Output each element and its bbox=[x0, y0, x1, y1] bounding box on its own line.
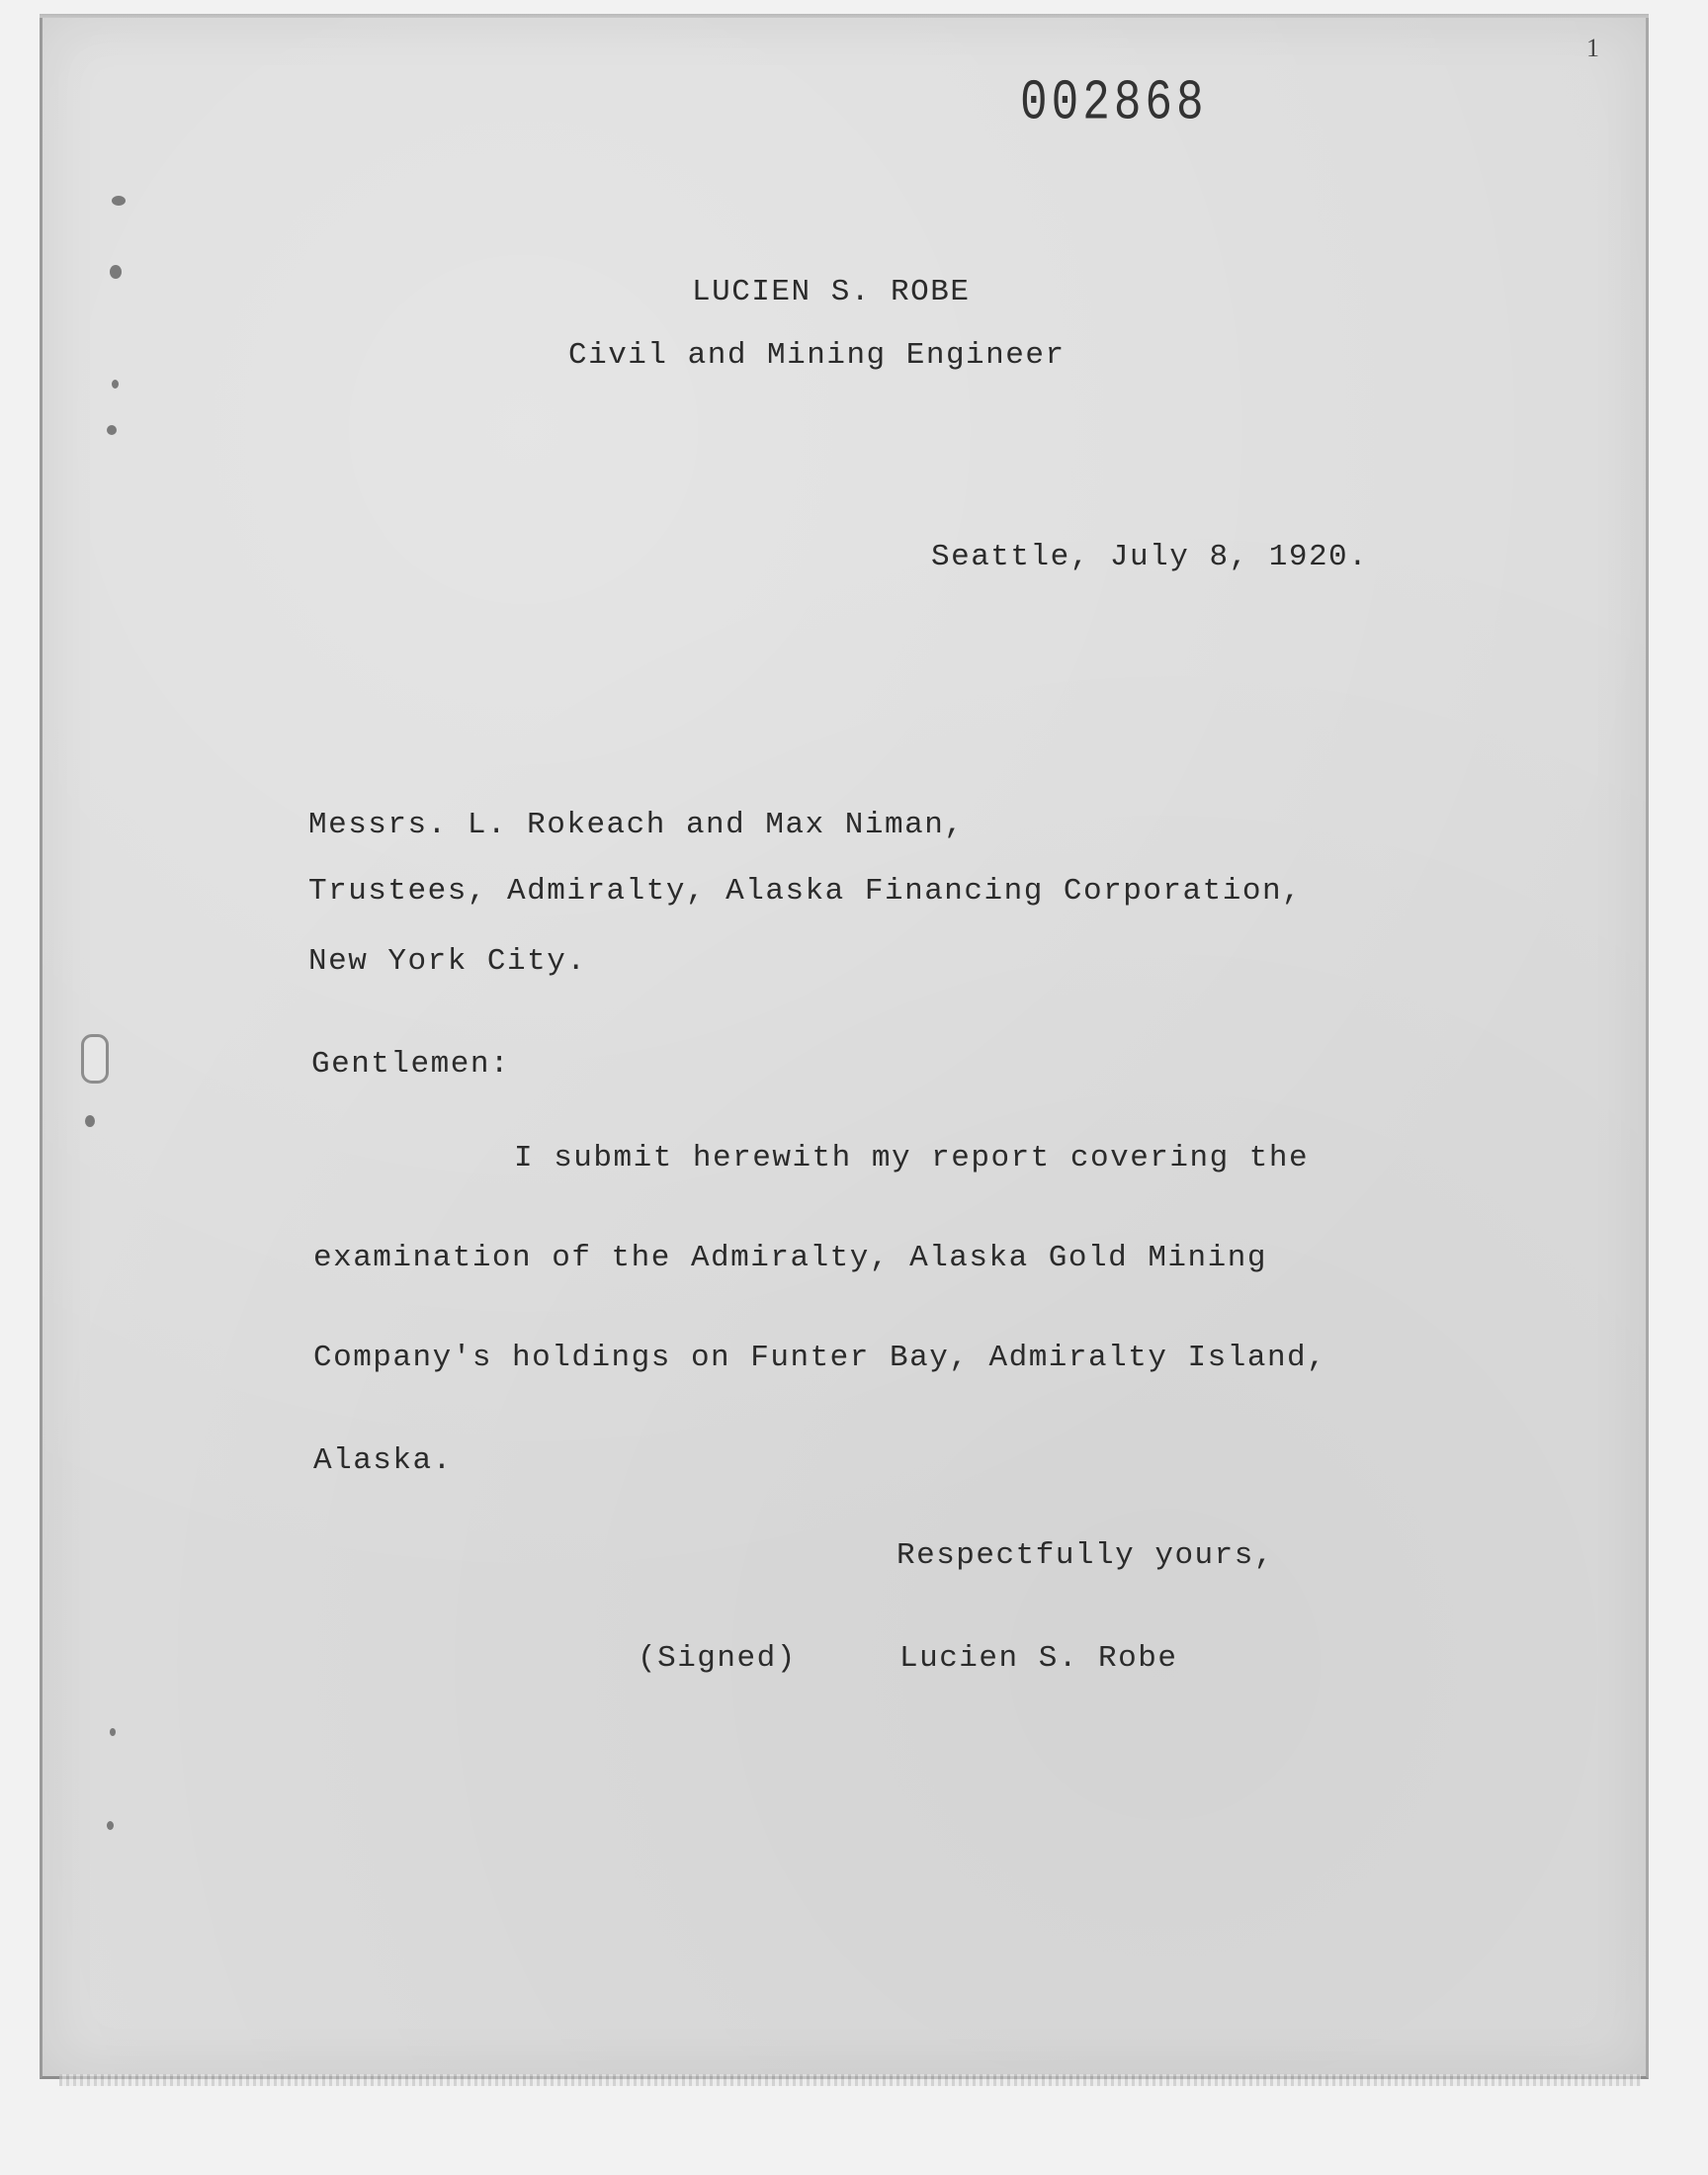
document-stamp-number: 002868 bbox=[1020, 71, 1208, 135]
addressee-line: Messrs. L. Rokeach and Max Niman, bbox=[308, 808, 965, 842]
binder-hole-mark bbox=[110, 265, 122, 279]
paper-clip-mark bbox=[81, 1034, 109, 1084]
scan-artifact-strip bbox=[59, 2074, 1641, 2086]
body-line: Company's holdings on Funter Bay, Admiralty Island, bbox=[313, 1341, 1327, 1375]
binder-hole-mark bbox=[112, 196, 126, 206]
addressee-line: New York City. bbox=[308, 944, 587, 979]
addressee-line: Trustees, Admiralty, Alaska Financing Corporation, bbox=[308, 874, 1303, 909]
binder-hole-mark bbox=[107, 1821, 114, 1830]
body-line: Alaska. bbox=[313, 1443, 453, 1478]
scanned-page bbox=[40, 18, 1649, 2079]
signature-name: Lucien S. Robe bbox=[899, 1641, 1178, 1676]
closing: Respectfully yours, bbox=[897, 1538, 1274, 1573]
body-line: I submit herewith my report covering the bbox=[514, 1141, 1310, 1175]
letterhead-profession: Civil and Mining Engineer bbox=[568, 338, 1066, 373]
binder-hole-mark bbox=[112, 380, 119, 389]
binder-hole-mark bbox=[110, 1728, 116, 1736]
binder-hole-mark bbox=[85, 1115, 95, 1127]
binder-hole-mark bbox=[107, 425, 117, 435]
page-number: 1 bbox=[1586, 34, 1599, 62]
letterhead-name: LUCIEN S. ROBE bbox=[692, 275, 971, 309]
salutation: Gentlemen: bbox=[311, 1047, 511, 1082]
body-line: examination of the Admiralty, Alaska Gold Mining bbox=[313, 1241, 1267, 1275]
place-date: Seattle, July 8, 1920. bbox=[931, 540, 1369, 574]
signed-label: (Signed) bbox=[638, 1641, 797, 1676]
